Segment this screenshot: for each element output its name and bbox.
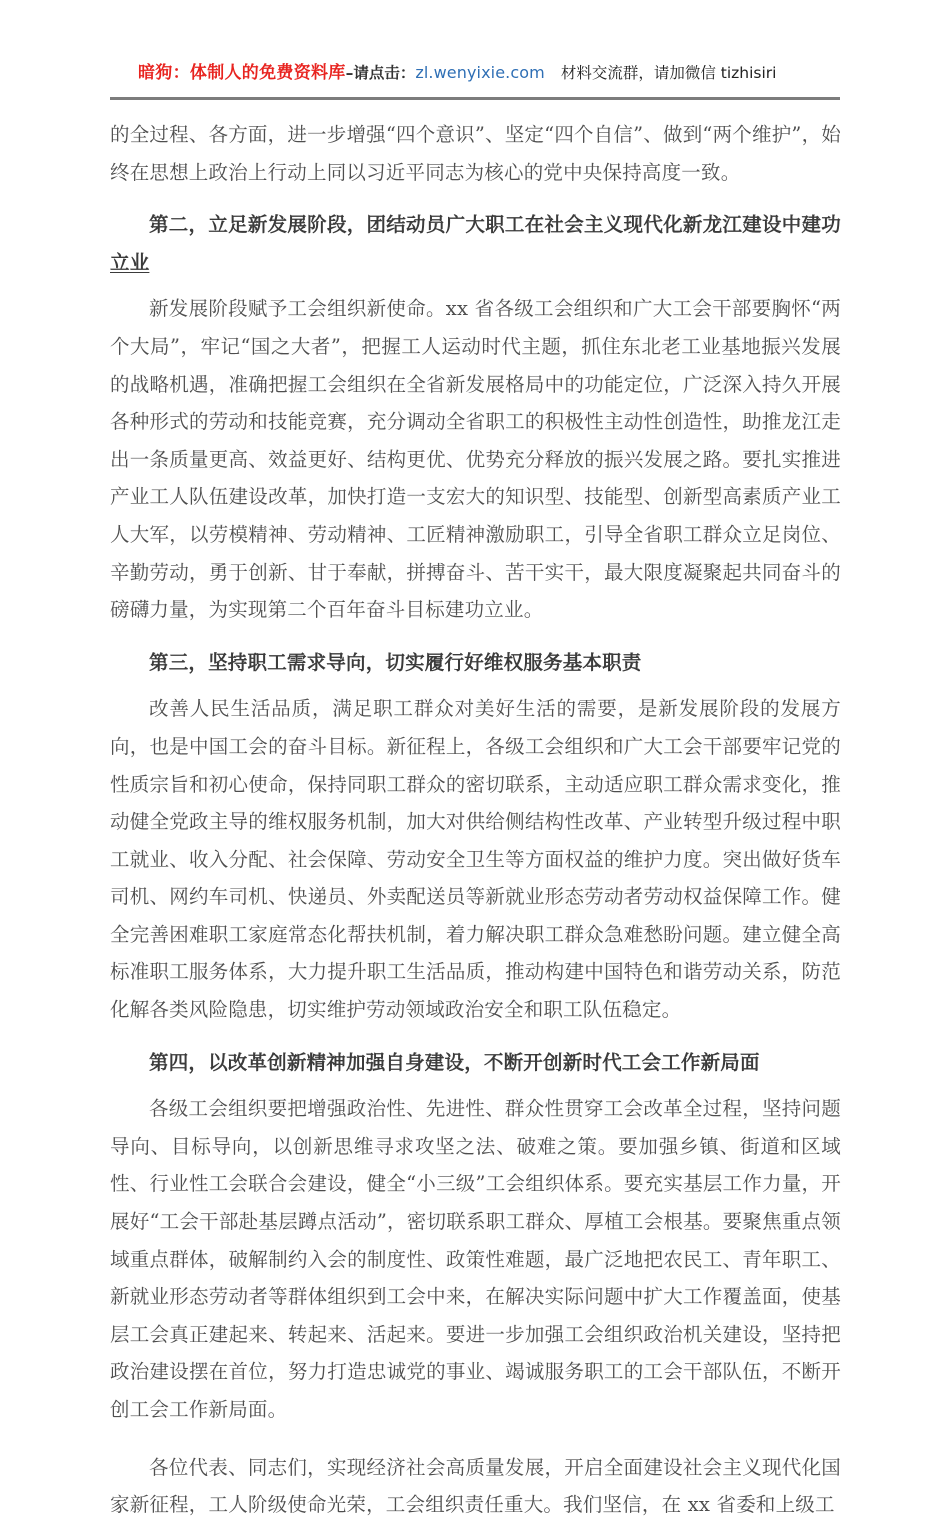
closing-paragraph: 各位代表、同志们，实现经济社会高质量发展，开启全面建设社会主义现代化国家新征程，工人阶级使命光荣，工会组织责任重大。我们坚信，在 xx 省委和上级工 — [110, 1455, 841, 1517]
heading-body-spacer — [110, 1081, 841, 1090]
section-heading-2 — [110, 206, 841, 281]
promo-header-line — [110, 60, 840, 86]
section-body-3: 改善人民生活品质，满足职工群众对美好生活的需要，是新发展阶段的发展方向，也是中国工会的奋斗目标。新征程上，各级工会组织和广大工会干部要牢记党的性质宗旨和初心使命，保持同职工群众的密切联系，主动适应职工群众需求变化，推动健全党政主导的维权服务机制，加大对供给侧结构性改革、产业转型升级过程中职工就业、收入分配、社会保障、劳动安全卫生等方面权益的维护力度。突出做好货车司机、网约车司机、快递员、外卖配送员等新就业形态劳动者劳动权益保障工作。健全完善困难职工家庭常态化帮扶机制，着力解决职工群众急难愁盼问题。建立健全高标准职工服务体系，大力提升职工生活品质，推动构建中国特色和谐劳动关系，防范化解各类风险隐患，切实维护劳动领域政治安全和职工队伍稳定。 — [110, 697, 841, 1022]
section-heading-3 — [110, 644, 841, 682]
promo-brand-text: 暗狗：体制人的免费资料库 — [138, 63, 346, 83]
section-heading-4-main: 第四，以改革创新精神加强自身建设，不断开创新时代工会工作新局面 — [149, 1050, 760, 1074]
paragraph-continued-from-previous-page: 的全过程、各方面，进一步增强“四个意识”、坚定“四个自信”、做到“两个维护”，始终在思想上政治上行动上同以习近平同志为核心的党中央保持高度一致。 — [110, 123, 841, 184]
section-heading-2-main: 第二，立足新发展阶段，团结动员广大职工在社会主义现代化新龙江建设中建功 — [149, 213, 841, 237]
promo-header-banner — [110, 60, 840, 94]
section-body-4: 各级工会组织要把增强政治性、先进性、群众性贯穿工会改革全过程，坚持问题导向、目标导向，以创新思维寻求攻坚之法、破难之策。要加强乡镇、街道和区域性、行业性工会联合会建设，健全“小三级”工会组织体系。要充实基层工作力量，开展好“工会干部赴基层蹲点活动”，密切联系职工群众、厚植工会根基。要聚焦重点领域重点群体，破解制约入会的制度性、政策性难题，最广泛地把农民工、青年职工、新就业形态劳动者等群体组织到工会中来，在解决实际问题中扩大工作覆盖面，使基层工会真正建起来、转起来、活起来。要进一步加强工会组织政治机关建设，坚持把政治建设摆在首位，努力打造忠诚党的事业、竭诚服务职工的工会干部队伍，不断开创工会工作新局面。 — [110, 1097, 841, 1421]
section-heading-3-main: 第三，坚持职工需求导向，切实履行好维权服务基本职责 — [149, 650, 642, 674]
section-spacer — [110, 191, 841, 206]
closing-spacer — [110, 1429, 841, 1449]
promo-click-prompt: –请点击： — [345, 64, 416, 82]
header-divider-rule — [110, 97, 840, 100]
section-body-2: 新发展阶段赋予工会组织新使命。xx 省各级工会组织和广大工会干部要胸怀“两个大局”，牢记“国之大者”，把握工人运动时代主题，抓住东北老工业基地振兴发展的战略机遇，准确把握工会组织在全省新发展格局中的功能定位，广泛深入持久开展各种形式的劳动和技能竞赛，充分调动全省职工的积极性主动性创造性，助推龙江走出一条质量更高、效益更好、结构更优、优势充分释放的振兴发展之路。要扎实推进产业工人队伍建设改革，加快打造一支宏大的知识型、技能型、创新型高素质产业工人大军，以劳模精神、劳动精神、工匠精神激励职工，引导全省职工群众立足岗位、辛勤劳动，勇于创新、甘于奉献，拼搏奋斗、苦干实干，最大限度凝聚起共同奋斗的磅礴力量，为实现第二个百年奋斗目标建功立业。 — [110, 297, 841, 622]
promo-website-link[interactable]: zl.wenyixie.com — [415, 63, 545, 82]
section-heading-2-underlined-tail: 立业 — [110, 250, 150, 274]
section-heading-4 — [110, 1044, 841, 1082]
promo-wechat-text: 材料交流群，请加微信 tizhisiri — [560, 64, 777, 82]
section-spacer — [110, 629, 841, 644]
heading-body-spacer — [110, 281, 841, 290]
document-body — [110, 116, 841, 1524]
heading-body-spacer — [110, 681, 841, 690]
section-spacer — [110, 1029, 841, 1044]
